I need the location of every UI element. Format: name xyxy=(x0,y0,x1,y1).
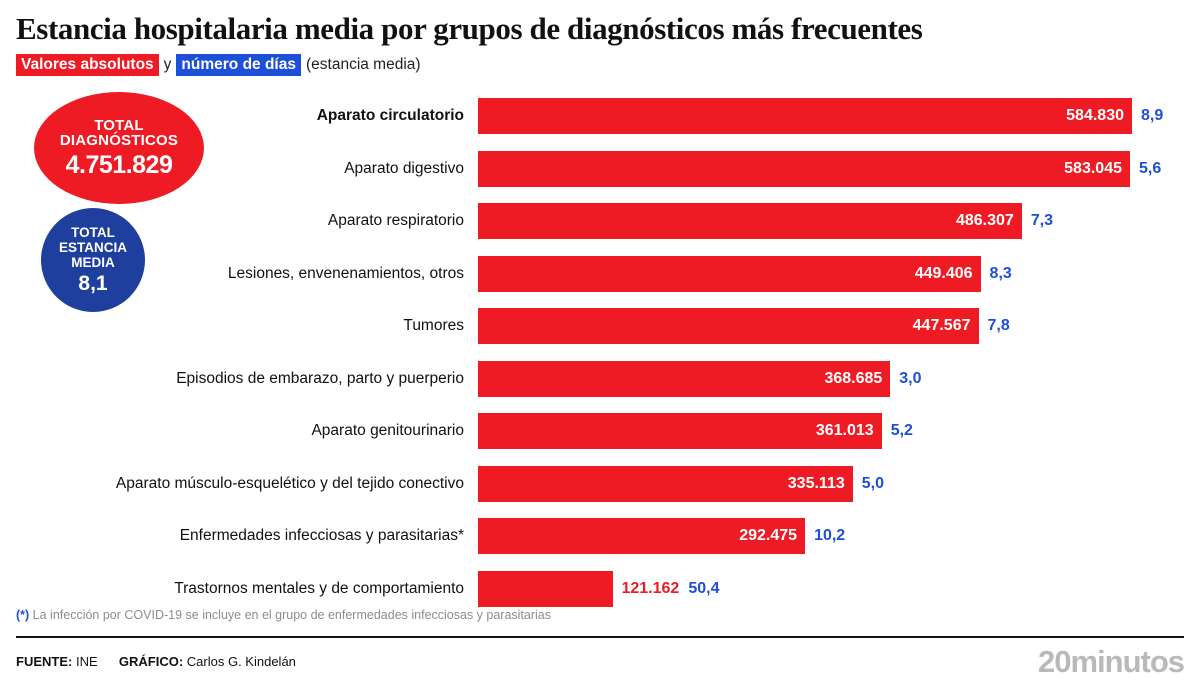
bar-area xyxy=(478,462,1184,506)
badge-total-diagnosticos-value: 4.751.829 xyxy=(65,151,173,180)
footnote-mark: (*) xyxy=(16,608,30,622)
subtitle-tail: (estancia media) xyxy=(305,56,421,74)
days-label: 8,3 xyxy=(989,264,1012,282)
chart-row xyxy=(16,304,1184,348)
value-label-outside: 121.162 xyxy=(621,579,680,597)
days-label: 7,8 xyxy=(987,317,1010,334)
value-label: 361.013 xyxy=(815,422,874,439)
category-label: Aparato genitourinario xyxy=(311,422,464,439)
footnote xyxy=(16,608,551,622)
days-label: 8,9 xyxy=(1141,107,1164,124)
badge-total-estancia-label-2: ESTANCIA xyxy=(58,239,127,255)
chart-row xyxy=(16,357,1184,401)
graphic-label: GRÁFICO: xyxy=(118,654,184,669)
category-label: Aparato músculo-esquelético y del tejido conectivo xyxy=(115,474,464,492)
days-label: 50,4 xyxy=(688,579,720,597)
value-bar xyxy=(478,361,890,397)
bar-area xyxy=(478,252,1184,296)
chart-row xyxy=(16,567,1184,611)
value-bar xyxy=(478,571,613,607)
bar-area xyxy=(478,199,1184,243)
value-label: 335.113 xyxy=(787,474,845,492)
days-label: 5,2 xyxy=(890,422,913,439)
chart-row xyxy=(16,514,1184,558)
legend-days: número de días xyxy=(176,54,301,76)
value-label: 584.830 xyxy=(1066,107,1124,124)
category-label: Tumores xyxy=(403,317,464,334)
badge-total-diagnosticos-label-1: TOTAL xyxy=(94,116,144,134)
value-bar xyxy=(478,518,805,554)
source-value: INE xyxy=(75,654,98,669)
chart-row xyxy=(16,94,1184,138)
value-label: 292.475 xyxy=(739,527,798,544)
source-label: FUENTE: xyxy=(16,654,73,669)
page-title: Estancia hospitalaria media por grupos de diagnósticos más frecuentes xyxy=(16,11,923,46)
badge-total-estancia-value: 8,1 xyxy=(78,271,108,295)
graphic-value: Carlos G. Kindelán xyxy=(186,654,296,669)
chart-row xyxy=(16,147,1184,191)
value-label: 447.567 xyxy=(912,317,971,334)
bar-area xyxy=(478,147,1184,191)
days-label: 5,0 xyxy=(861,474,884,492)
value-bar xyxy=(478,256,981,292)
brand-logo: 20minutos xyxy=(1037,644,1184,679)
category-label: Aparato digestivo xyxy=(344,159,464,177)
bar-area xyxy=(478,514,1184,558)
category-label: Aparato circulatorio xyxy=(316,107,464,124)
bar-chart xyxy=(16,94,1184,619)
bar-area xyxy=(478,304,1184,348)
chart-row xyxy=(16,252,1184,296)
days-label: 5,6 xyxy=(1139,159,1162,177)
footer-divider xyxy=(16,636,1184,638)
footnote-text: La infección por COVID-19 se incluye en el grupo de enfermedades infecciosas y parasitarias xyxy=(29,608,552,622)
bar-area xyxy=(478,357,1184,401)
value-bar xyxy=(478,151,1130,187)
bar-area xyxy=(478,94,1184,138)
category-label: Episodios de embarazo, parto y puerperio xyxy=(176,369,464,387)
legend-absolute-values: Valores absolutos xyxy=(16,54,159,76)
subtitle xyxy=(16,54,1184,76)
value-bar xyxy=(478,203,1022,239)
category-label: Lesiones, envenenamientos, otros xyxy=(227,264,464,282)
subtitle-conjunction: y xyxy=(163,56,172,74)
footer xyxy=(16,646,1184,677)
days-label: 3,0 xyxy=(899,369,922,387)
value-bar xyxy=(478,308,979,344)
value-label: 368.685 xyxy=(824,369,883,387)
days-label: 10,2 xyxy=(814,527,846,544)
footer-credits xyxy=(16,654,296,669)
badge-total-estancia-label-3: MEDIA xyxy=(71,254,115,270)
bar-area xyxy=(478,409,1184,453)
days-label: 7,3 xyxy=(1030,212,1054,229)
badge-total-estancia-label-1: TOTAL xyxy=(71,224,115,240)
value-bar xyxy=(478,466,853,502)
category-label: Enfermedades infecciosas y parasitarias* xyxy=(179,527,464,544)
bar-area xyxy=(478,567,1184,611)
value-bar xyxy=(478,413,882,449)
value-label: 583.045 xyxy=(1064,159,1122,177)
category-label: Aparato respiratorio xyxy=(327,212,464,229)
chart-row xyxy=(16,409,1184,453)
value-label: 486.307 xyxy=(955,212,1014,229)
value-label: 449.406 xyxy=(914,264,973,282)
chart-row xyxy=(16,462,1184,506)
badge-total-diagnosticos-label-2: DIAGNÓSTICOS xyxy=(59,132,179,150)
category-label: Trastornos mentales y de comportamiento xyxy=(174,579,464,597)
value-bar xyxy=(478,98,1132,134)
chart-row xyxy=(16,199,1184,243)
